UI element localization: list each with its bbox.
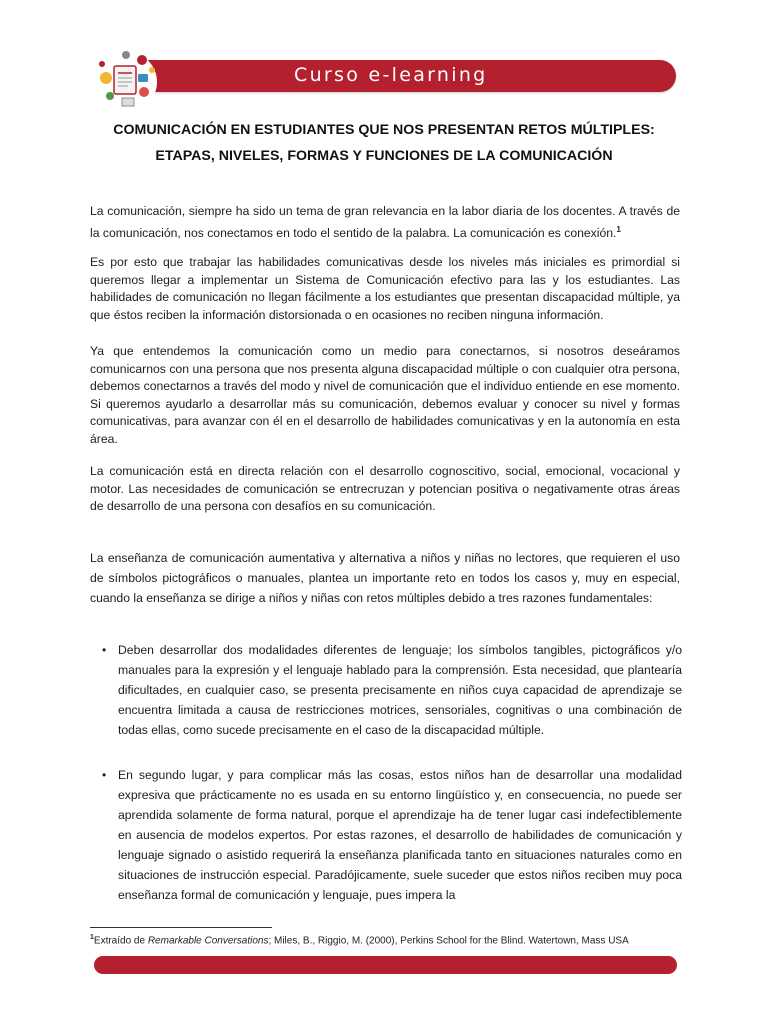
footnote-prefix: Extraído de [93,935,148,947]
bullet-text: En segundo lugar, y para complicar más las cosas, estos niños han de desarrollar una modalidad expresiva que prácticamente no es usada en su entorno lingüístico y, en consecuencia, no puede ser aprendida solamente de forma natural, porque el aprendizaje ha de tener lugar casi indefectiblemente en ausencia de modelos expertos. Por estas razones, el desarrollo de habilidades de comunicación y lenguaje signado o asistido requerirá la enseñanza planificada tanto en situaciones naturales como en situaciones de instrucción especial. Paradójicamente, suele suceder que estos niños reciben muy poca enseñanza formal de comunicación y lenguaje, pues impera la [118,768,682,902]
footnote-rest: ; Miles, B., Riggio, M. (2000), Perkins School for the Blind. Watertown, Mass USA [268,935,629,947]
footnote-number: 1 [90,934,94,941]
bullet-list-1 [102,640,682,740]
banner-label: Curso e-learning [294,64,488,86]
footnote-source-title: Remarkable Conversations [147,935,269,947]
paragraph-3: Ya que entendemos la comunicación como un medio para conectarnos, si nosotros deseáramos comunicarnos con una persona que nos presenta alguna discapacidad múltiple o con cualquier otra persona, debemos conectarnos a través del modo y nivel de comunicación que el individuo entiende en ese momento. Si queremos ayudarlo a desarrollar más su comunicación, debemos evaluar y conocer su nivel y formas comunicativas, para avanzar con él en el desarrollo de habilidades comunicativas y en la autonomía en esta área. [90,344,680,446]
list-item [102,640,682,740]
bullet-icon: • [102,643,107,657]
paragraph-1 [90,203,680,242]
bullet-list-2 [102,765,682,905]
paragraph-2: Es por esto que trabajar las habilidades comunicativas desde los niveles más iniciales es primordial si queremos llegar a implementar un Sistema de Comunicación efectivo para las y los estudiantes. Las habilidades de comunicación no llegan fácilmente a los estudiantes que presentan discapacidad múltiple, ya que éstos reciben la información distorsionada o en ocasiones no reciben ninguna información. [90,255,680,322]
paragraph-4: La comunicación está en directa relación con el desarrollo cognoscitivo, social, emocional, vocacional y motor. Las necesidades de comunicación se entrecruzan y potencian positiva o negativamente otras áreas de desarrollo de una persona con desafíos en su comunicación. [90,464,680,514]
paragraph-5: La enseñanza de comunicación aumentativa y alternativa a niños y niñas no lectores, que requieren el uso de símbolos pictográficos o manuales, plantea un importante reto en todos los casos y, muy en especial, cuando la enseñanza se dirige a niños y niñas con retos múltiples debido a tres razones fundamentales: [90,551,680,605]
footnote-divider [90,927,272,928]
footnote-ref[interactable]: 1 [616,224,621,234]
footer-bar [94,956,677,974]
bullet-icon: • [102,768,107,782]
document-title-line2: ETAPAS, NIVELES, FORMAS Y FUNCIONES DE LA COMUNICACIÓN [155,148,613,164]
e-learning-collage-icon [92,46,162,116]
page-header [92,46,676,100]
paragraph-1-text: La comunicación, siempre ha sido un tema de gran relevancia en la labor diaria de los docentes. A través de la comunicación, nos conectamos en todo el sentido de la palabra. La comunicación es conexión. [90,204,680,240]
document-title-line1: COMUNICACIÓN EN ESTUDIANTES QUE NOS PRESENTAN RETOS MÚLTIPLES: [113,122,655,138]
course-banner [114,60,676,92]
list-item [102,765,682,905]
bullet-text: Deben desarrollar dos modalidades diferentes de lenguaje; los símbolos tangibles, pictográficos y/o manuales para la expresión y el lenguaje hablado para la comprensión. Esta necesidad, que plantearía dificultades, en cualquier caso, se presenta precisamente en niños cuya capacidad de aprendizaje se encuentra limitada a causa de restricciones motrices, sensoriales, cognitivas o una combinación de todas ellas, como sucede precisamente en el caso de la discapacidad múltiple. [118,643,682,737]
footnote [90,934,690,946]
